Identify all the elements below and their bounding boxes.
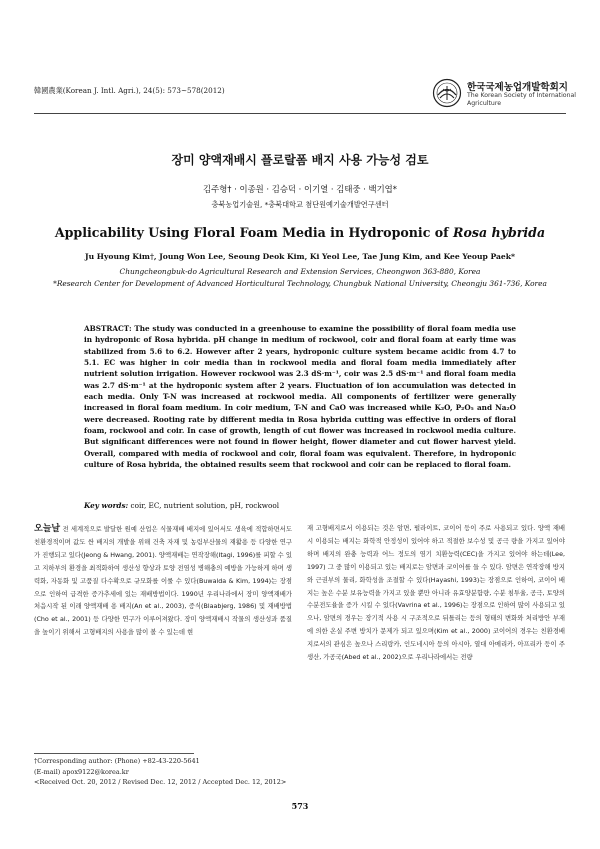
- title-english-species: Rosa hybrida: [452, 225, 546, 240]
- header-divider: [34, 113, 566, 114]
- body-column-right: [307, 523, 565, 665]
- title-english-main: Applicability Using Floral Foam Media in Hydroponic of: [54, 225, 453, 240]
- affiliation-english-primary: Chungcheongbuk-do Agricultural Research and Extension Services, Cheongwon 363-880, Korea: [119, 267, 481, 276]
- footnote-email: (E-mail) apox9122@korea.kr: [34, 767, 129, 776]
- title-korean: 장미 양액재배시 플로랄폼 배지 사용 가능성 검토: [171, 153, 429, 167]
- society-name-korean: 한국국제농업개발학회지: [467, 82, 568, 93]
- footnote: [34, 756, 299, 788]
- footnote-corresponding: †Corresponding author: (Phone) +82-43-220-5641: [34, 757, 200, 765]
- intro-dropcap: 오늘날: [34, 524, 61, 534]
- authors-english: Ju Hyoung Kim†, Joung Won Lee, Seoung Deok Kim, Ki Yeol Lee, Tae Jung Kim, and Kee Yeoup Paek*: [85, 252, 515, 261]
- affiliation-english-secondary: *Research Center for Development of Advanced Horticultural Technology, Chungbuk National University, Cheongju 361-736, Korea: [53, 278, 547, 288]
- abstract: [84, 323, 516, 470]
- keywords-label: Key words:: [84, 501, 129, 510]
- footnote-divider: [34, 753, 194, 754]
- affiliation-korean: 충북농업기술원, *충북대학교 첨단원예기술개발연구센터: [211, 200, 389, 209]
- title-english: [0, 225, 600, 240]
- authors-korean: 김주형† · 이종원 · 김승덕 · 이기열 · 김태중 · 백기엽*: [203, 184, 397, 194]
- abstract-text: The study was conducted in a greenhouse to examine the possibility of floral foam media use in hydroponic of Rosa hybrida. pH change in medium of rockwool, coir and floral foam at early time was stabilized from 5.6 to 6.2. However after 2 years, hydroponic culture system became acidic from 4.7 to 5.1. EC was higher in coir media than in rockwool media and floral foam media immediately after nutrient solution irrigation. However rockwool was 2.3 dS·m⁻¹, coir was 2.5 dS·m⁻¹ and floral foam media was 2.7 dS·m⁻¹ at the hydroponic system after 2 years. Fluctuation of ion accumulation was detected in each media. Only T-N was increased at rockwool media. All components of fertilizer were generally increased in floral foam medium. In coir medium, T-N and CaO was increased while K₂O, P₂O₅ and Na₂O were decreased. Rooting rate by different media in Rosa hybrida cutting was effective in orders of floral foam, rockwool and coir. In case of growth, length of cut flower was increased in rockwool media culture. But significant differences were not found in flower height, flower diameter and cut flower harvest yield. Overall, compared with media of rockwool and coir, floral foam was equivalent. Therefore, in hydroponic culture of Rosa hybrida, the obtained results seem that rockwool and coir can be replaced to floral foam.: [84, 324, 516, 470]
- society-emblem-icon: [432, 78, 462, 108]
- society-name-english: The Korean Society of International Agriculture: [467, 92, 577, 107]
- keywords: [84, 501, 516, 510]
- abstract-label: ABSTRACT:: [84, 324, 132, 333]
- body-left-text: 전 세계적으로 발달한 원예 산업은 식물재배 배지에 있어서도 생육에 적합하면서도 친환경적이며 값도 싼 배지의 개발을 위해 건축 자재 및 농림부산물의 재활용 등 다양한 연구가 진행되고 있다(Jeong & Hwang, 2001). 양액재배는 연작장해(Itagi, 1996)를 피할 수 있고 지하부의 환경을 최적화하여 생산성 향상과 토양 전염성 병해충의 예방을 가능하게 하며 생력화, 자동화 및 고품질 다수확으로 규모화를 이룰 수 있다(Buwalda & Kim, 1994)는 장점으로 인하여 급격한 증가추세에 있는 재배방법이다. 1990년 우리나라에서 장미 양액재배가 처음시작 된 이래 양액재배 용 배지(An et al., 2003), 증식(Blaabjerg, 1986) 및 재배방법(Cho et al., 2001) 등 다양한 연구가 이루어져왔다. 장미 양액재배시 작물의 생산성과 품질을 높이기 위해서 고형배지의 사용을 많이 볼 수 있는데 현: [34, 526, 292, 637]
- keywords-text: coir, EC, nutrient solution, pH, rockwool: [130, 501, 280, 510]
- body-right-text: 재 고형배지로서 이용되는 것은 암면, 펄라이트, 코이어 등이 주로 사용되고 있다. 양액 재배 시 이용되는 배지는 화학적 안정성이 있어야 하고 적절한 보수성 및 공극 량을 가지고 있어야 하며 배지의 완충 능력과 어느 정도의 염기 치환능력(CEC)을 가지고 있어야 하는데(Lee, 1997) 그 중 많이 이용되고 있는 배지로는 암면과 코이어를 들 수 있다. 암면은 연작장해 방지와 근권부의 물리, 화학성을 조절할 수 있다(Hayashi, 1993)는 장점으로 인하여, 코이어 배지는 높은 수분 보유능력을 가지고 있을 뿐만 아니라 유효양분함량, 수분 침투율, 공극, 토양의 수분전도율을 증가 시킬 수 있다(Vavrina et al., 1996)는 장점으로 인하여 많이 사용되고 있으나, 암면의 경우는 장기적 사용 시 구조적으로 뒤틀리는 등의 형태의 변화와 처리방안 부재에 의한 온실 주변 방치가 문제가 되고 있으며(Kim et al., 2000) 코이어의 경우는 친환경배지로서의 관심은 높으나 스리랑카, 인도네시아 등의 아시아, 열대 아메리카, 아프리카 등이 주 생산, 가공국(Abed et al., 2002)으로 우리나라에서는 전량: [307, 525, 565, 662]
- page-number: 573: [291, 801, 309, 811]
- body-column-left: [34, 523, 292, 640]
- affiliation-english: [50, 266, 550, 289]
- journal-citation: 韓國農業(Korean J. Intl. Agri.), 24(5): 573~578(2012): [34, 86, 225, 95]
- footnote-dates: <Received Oct. 20, 2012 / Revised Dec. 12, 2012 / Accepted Dec. 12, 2012>: [34, 778, 287, 787]
